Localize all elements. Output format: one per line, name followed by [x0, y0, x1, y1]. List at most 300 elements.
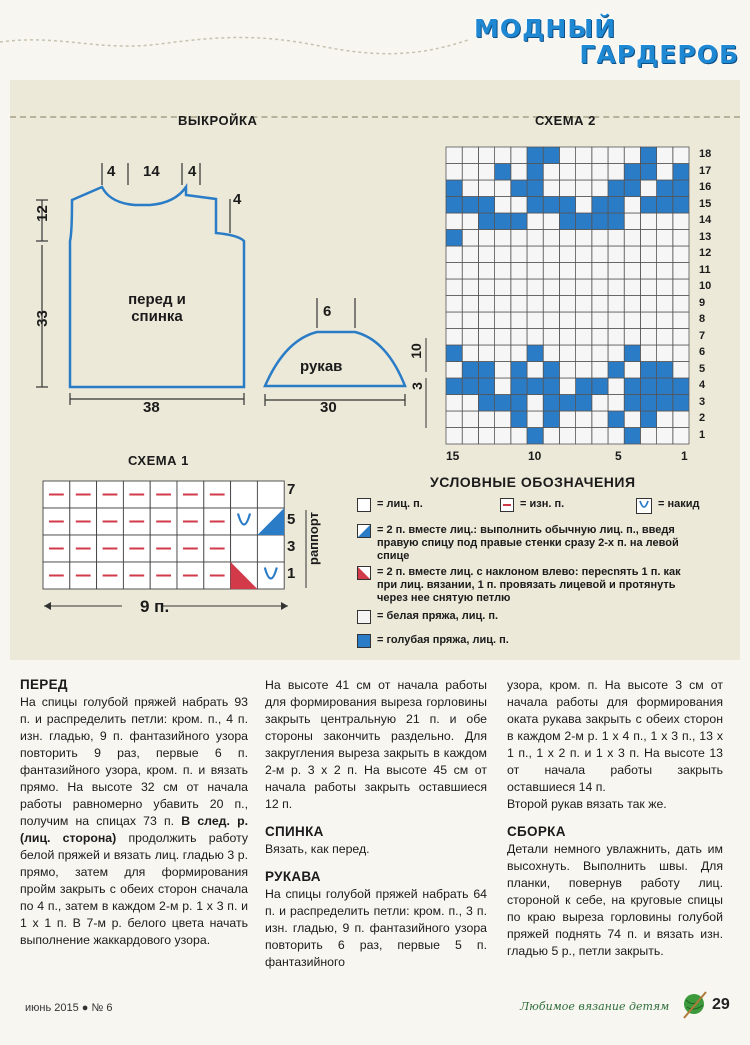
scheme2-cell: [495, 428, 511, 445]
scheme2-cell: [608, 411, 624, 428]
scheme2-cell: [511, 213, 527, 230]
scheme2-cell: [446, 263, 462, 280]
repeat-label: раппорт: [306, 512, 321, 565]
scheme2-cell: [462, 362, 478, 379]
scheme2-cell: [673, 246, 689, 263]
scheme1-cell: [257, 562, 284, 589]
scheme2-cell: [592, 230, 608, 247]
scheme2-cell: [478, 411, 494, 428]
scheme2-cell: [527, 180, 543, 197]
scheme2-cell: [511, 197, 527, 214]
scheme2-cell: [543, 312, 559, 329]
scheme2-cell: [495, 147, 511, 164]
scheme1-grid: [42, 480, 290, 600]
legend-purl-text: = изн. п.: [520, 498, 565, 510]
scheme2-cell: [495, 246, 511, 263]
scheme2-cell: [657, 164, 673, 181]
legend-white: [357, 610, 498, 624]
scheme2-cell: [478, 147, 494, 164]
scheme2-cell: [608, 362, 624, 379]
scheme2-cell: [576, 213, 592, 230]
scheme2-cell: [527, 164, 543, 181]
scheme2-cell: [462, 279, 478, 296]
scheme2-cell: [543, 428, 559, 445]
scheme2-cell: [640, 230, 656, 247]
section-title-line2: ГАРДЕРОБ: [579, 40, 739, 69]
scheme2-cell: [495, 213, 511, 230]
scheme2-cell: [543, 279, 559, 296]
scheme2-cell: [462, 411, 478, 428]
scheme2-cell: [478, 345, 494, 362]
scheme2-cell: [527, 230, 543, 247]
scheme2-row-label: 13: [699, 230, 712, 243]
scheme2-row-label: 12: [699, 247, 712, 259]
scheme2-cell: [608, 197, 624, 214]
scheme2-cell: [559, 180, 575, 197]
scheme2-cell: [592, 378, 608, 395]
scheme2-row-label: 9: [699, 296, 706, 309]
body-width-dim: 38: [143, 399, 160, 416]
scheme2-cell: [511, 180, 527, 197]
scheme2-cell: [657, 312, 673, 329]
scheme2-cell: [640, 296, 656, 313]
scheme2-cell: [478, 312, 494, 329]
scheme2-cell: [462, 197, 478, 214]
scheme2-cell: [527, 428, 543, 445]
scheme2-cell: [543, 147, 559, 164]
scheme2-cell: [511, 246, 527, 263]
scheme2-col-1: 1: [681, 449, 688, 463]
legend-knit: [357, 498, 423, 512]
scheme2-cell: [624, 378, 640, 395]
scheme2-cell: [527, 345, 543, 362]
scheme2-cell: [478, 230, 494, 247]
scheme1-row-5: 5: [287, 511, 296, 528]
scheme2-cell: [592, 411, 608, 428]
scheme1-cell: [231, 535, 258, 562]
scheme2-cell: [657, 395, 673, 412]
scheme2-cell: [608, 312, 624, 329]
scheme2-cell: [576, 428, 592, 445]
scheme2-cell: [673, 395, 689, 412]
scheme2-cell: [673, 296, 689, 313]
scheme2-cell: [527, 213, 543, 230]
scheme2-col-10: 10: [528, 449, 542, 463]
scheme2-cell: [608, 296, 624, 313]
scheme2-cell: [640, 312, 656, 329]
magazine-section-title: [470, 14, 745, 70]
scheme2-cell: [657, 246, 673, 263]
scheme2-cell: [576, 180, 592, 197]
scheme2-cell: [624, 246, 640, 263]
scheme2-cell: [657, 428, 673, 445]
scheme2-cell: [592, 180, 608, 197]
scheme2-cell: [592, 329, 608, 346]
scheme2-cell: [478, 263, 494, 280]
scheme2-title: СХЕМА 2: [535, 113, 596, 128]
knit-symbol-icon: [357, 498, 371, 512]
scheme2-cell: [673, 230, 689, 247]
scheme2-cell: [592, 164, 608, 181]
legend-title: УСЛОВНЫЕ ОБОЗНАЧЕНИЯ: [430, 474, 636, 490]
scheme2-cell: [478, 395, 494, 412]
scheme2-cell: [495, 345, 511, 362]
scheme2-cell: [462, 395, 478, 412]
scheme2-cell: [462, 263, 478, 280]
scheme2-cell: [527, 329, 543, 346]
scheme2-cell: [446, 362, 462, 379]
scheme2-cell: [527, 378, 543, 395]
scheme2-row-label: 17: [699, 164, 712, 177]
issue-info: июнь 2015 ● № 6: [25, 1002, 113, 1014]
scheme2-cell: [543, 164, 559, 181]
scheme1-cell: [257, 535, 284, 562]
scheme2-cell: [673, 164, 689, 181]
neck-mid-dim: 14: [143, 163, 160, 180]
scheme2-cell: [608, 164, 624, 181]
scheme2-cell: [462, 329, 478, 346]
scheme2-cell: [446, 246, 462, 263]
scheme2-cell: [576, 395, 592, 412]
scheme2-cell: [608, 329, 624, 346]
scheme2-cell: [559, 230, 575, 247]
scheme2-cell: [511, 147, 527, 164]
scheme2-cell: [527, 246, 543, 263]
scheme1-row-7: 7: [287, 481, 296, 498]
assembly-text: Детали немного увлажнить, дать им высохнуть. Выполнить швы. Для планки, повернув работу лиц. стороной к себе, на круговые спицы по краю выреза горловины голубой пряжей поднять 74 п. и вязать изн. гладью 5 р., петли закрыть.: [507, 842, 723, 958]
legend-yo: [636, 498, 700, 514]
scheme2-cell: [673, 147, 689, 164]
scheme2-cell: [640, 378, 656, 395]
scheme2-cell: [624, 230, 640, 247]
scheme2-cell: [559, 213, 575, 230]
scheme2-cell: [446, 378, 462, 395]
ssk-symbol-icon: [357, 566, 371, 580]
scheme2-cell: [624, 411, 640, 428]
scheme2-cell: [640, 164, 656, 181]
scheme2-cell: [446, 329, 462, 346]
scheme2-cell: [559, 428, 575, 445]
scheme2-cell: [657, 411, 673, 428]
scheme2-cell: [462, 230, 478, 247]
scheme2-side-10: 10: [407, 343, 424, 359]
scheme2-cell: [511, 428, 527, 445]
scheme2-cell: [543, 213, 559, 230]
scheme2-cell: [592, 312, 608, 329]
scheme2-cell: [511, 345, 527, 362]
scheme2-cell: [608, 345, 624, 362]
scheme2-cell: [478, 296, 494, 313]
neck-right-dim: 4: [188, 163, 197, 180]
scheme2-cell: [608, 395, 624, 412]
scheme2-cell: [543, 197, 559, 214]
scheme2-cell: [608, 213, 624, 230]
scheme2-row-label: 11: [699, 263, 711, 276]
scheme2-cell: [624, 312, 640, 329]
scheme2-cell: [673, 345, 689, 362]
scheme2-cell: [511, 362, 527, 379]
legend-yo-text: = накид: [658, 498, 700, 510]
scheme2-cell: [640, 180, 656, 197]
scheme2-cell: [576, 147, 592, 164]
scheme2-cell: [673, 329, 689, 346]
scheme2-cell: [608, 230, 624, 247]
scheme2-cell: [446, 345, 462, 362]
scheme2-cell: [559, 411, 575, 428]
scheme2-cell: [624, 180, 640, 197]
sleeve-width-dim: 30: [320, 399, 337, 416]
scheme2-row-label: 3: [699, 395, 706, 408]
column-3: [507, 677, 723, 960]
heading-sleeves: РУКАВА: [265, 869, 321, 884]
front-text-2: продолжить работу белой пряжей и вязать лиц. гладью 3 р. прямо, затем для формирования пройм закрыть с обеих сторон сначала по 4 п., затем в каждом 2-м р. 1 х 3 п. и 1 х 1 п. В 7-м р. белого цвета начать выполнение жаккардового узора.: [20, 831, 248, 947]
yarn-over-symbol-icon: [636, 498, 652, 514]
scheme2-cell: [592, 279, 608, 296]
front-text-bold: В след. р. (лиц. сторона): [20, 814, 248, 845]
scheme2-cell: [624, 395, 640, 412]
scheme2-cell: [446, 213, 462, 230]
scheme2-cell: [462, 213, 478, 230]
scheme2-cell: [673, 428, 689, 445]
scheme2-cell: [462, 312, 478, 329]
legend-ssk-text: = 2 п. вместе лиц. с наклоном влево: пересnять 1 п. как при лиц. вязании, 1 п. провязать лицевой и протянуть через нее снятую петлю: [377, 566, 681, 604]
scheme2-cell: [446, 180, 462, 197]
scheme1-title: СХЕМА 1: [128, 453, 189, 468]
scheme2-cell: [446, 428, 462, 445]
scheme2-cell: [527, 312, 543, 329]
scheme2-cell: [527, 296, 543, 313]
scheme2-cell: [624, 296, 640, 313]
scheme2-cell: [559, 345, 575, 362]
legend-blue: [357, 634, 509, 648]
scheme2-cell: [446, 395, 462, 412]
scheme2-cell: [559, 197, 575, 214]
scheme2-cell: [673, 362, 689, 379]
scheme2-cell: [640, 411, 656, 428]
scheme2-cell: [624, 345, 640, 362]
scheme1-cell: [231, 508, 258, 535]
pattern-title: ВЫКРОЙКА: [178, 113, 258, 128]
scheme2-cell: [592, 197, 608, 214]
scheme2-cell: [657, 230, 673, 247]
scheme2-row-label: 7: [699, 329, 706, 342]
white-yarn-swatch-icon: [357, 610, 371, 624]
yarn-ball-icon: [682, 990, 708, 1020]
scheme2-cell: [446, 147, 462, 164]
sleeves-text: На спицы голубой пряжей набрать 64 п. и распределить петли: кром. п., 3 п. изн. гладью, 9 п. фантазийного узора повторить 6 раз, первые 5 п. фантазийного: [265, 887, 487, 969]
scheme2-cell: [478, 180, 494, 197]
scheme2-cell: [559, 378, 575, 395]
second-sleeve: Второй рукав вязать так же.: [507, 797, 667, 811]
scheme2-cell: [576, 296, 592, 313]
scheme2-cell: [478, 164, 494, 181]
scheme2-cell: [640, 197, 656, 214]
scheme2-row-label: 8: [699, 313, 706, 325]
sleeve-top-dim: 6: [323, 303, 332, 320]
scheme2-cell: [527, 362, 543, 379]
scheme2-row-label: 2: [699, 412, 706, 424]
scheme2-cell: [608, 378, 624, 395]
scheme2-cell: [640, 395, 656, 412]
scheme2-grid: [445, 146, 695, 446]
legend-white-text: = белая пряжа, лиц. п.: [377, 610, 499, 622]
scheme2-col-5: 5: [615, 449, 622, 463]
scheme2-cell: [673, 411, 689, 428]
scheme2-cell: [576, 263, 592, 280]
scheme2-cell: [478, 279, 494, 296]
scheme2-cell: [543, 395, 559, 412]
scheme2-cell: [559, 312, 575, 329]
scheme2-cell: [673, 197, 689, 214]
scheme2-cell: [592, 428, 608, 445]
scheme2-cell: [543, 411, 559, 428]
scheme2-cell: [559, 296, 575, 313]
scheme2-cell: [446, 164, 462, 181]
scheme2-cell: [673, 279, 689, 296]
scheme2-cell: [511, 329, 527, 346]
scheme2-cell: [495, 279, 511, 296]
scheme2-cell: [559, 263, 575, 280]
scheme2-cell: [592, 263, 608, 280]
scheme2-cell: [462, 428, 478, 445]
scheme2-cell: [511, 296, 527, 313]
scheme2-cell: [657, 213, 673, 230]
scheme2-cell: [640, 329, 656, 346]
scheme2-cell: [576, 279, 592, 296]
scheme2-cell: [511, 395, 527, 412]
body-label: [117, 291, 197, 325]
scheme2-cell: [559, 329, 575, 346]
scheme2-cell: [624, 213, 640, 230]
scheme2-cell: [576, 378, 592, 395]
scheme2-cell: [446, 296, 462, 313]
scheme2-cell: [657, 279, 673, 296]
scheme2-row-label: 6: [699, 346, 706, 358]
scheme2-cell: [495, 197, 511, 214]
scheme2-cell: [478, 378, 494, 395]
scheme1-row-3: 3: [287, 538, 296, 555]
scheme2-cell: [527, 279, 543, 296]
scheme2-cell: [657, 329, 673, 346]
scheme2-cell: [608, 263, 624, 280]
scheme2-cell: [527, 147, 543, 164]
scheme2-cell: [495, 312, 511, 329]
body-height-dim: 33: [33, 310, 51, 327]
legend-blue-text: = голубая пряжа, лиц. п.: [377, 634, 509, 646]
scheme2-cell: [592, 246, 608, 263]
scheme2-cell: [446, 312, 462, 329]
scheme2-cell: [478, 197, 494, 214]
scheme2-cell: [495, 230, 511, 247]
scheme2-cell: [576, 362, 592, 379]
scheme2-cell: [673, 378, 689, 395]
scheme2-cell: [462, 180, 478, 197]
scheme2-cell: [462, 147, 478, 164]
yarn-decoration: [0, 30, 470, 60]
scheme2-cell: [640, 246, 656, 263]
scheme2-cell: [543, 263, 559, 280]
scheme2-cell: [608, 180, 624, 197]
scheme2-cell: [478, 362, 494, 379]
scheme2-cell: [495, 362, 511, 379]
scheme2-cell: [511, 279, 527, 296]
scheme2-cell: [478, 246, 494, 263]
scheme2-cell: [511, 263, 527, 280]
scheme2-cell: [511, 230, 527, 247]
scheme1-width: 9 п.: [140, 597, 170, 616]
scheme2-side-3: 3: [408, 382, 425, 390]
scheme2-cell: [592, 345, 608, 362]
scheme2-cell: [657, 378, 673, 395]
scheme2-cell: [462, 345, 478, 362]
scheme2-cell: [543, 180, 559, 197]
scheme2-cell: [624, 197, 640, 214]
scheme2-cell: [640, 345, 656, 362]
body-label-line1: перед и: [128, 291, 186, 308]
scheme2-row-label: 10: [699, 280, 712, 292]
scheme2-row-label: 5: [699, 362, 706, 375]
scheme2-cell: [462, 164, 478, 181]
legend-knit-text: = лиц. п.: [377, 498, 423, 510]
scheme2-cell: [527, 197, 543, 214]
scheme2-cell: [559, 246, 575, 263]
scheme2-cell: [559, 395, 575, 412]
scheme2-cell: [576, 312, 592, 329]
column-1: [20, 672, 248, 949]
scheme2-cell: [495, 395, 511, 412]
scheme2-cell: [657, 180, 673, 197]
scheme2-cell: [624, 329, 640, 346]
scheme2-row-label: 18: [699, 148, 712, 160]
scheme2-cell: [592, 296, 608, 313]
scheme2-cell: [592, 362, 608, 379]
scheme2-cell: [446, 411, 462, 428]
scheme2-cell: [592, 213, 608, 230]
scheme2-cell: [592, 147, 608, 164]
sleeves-continued: узора, кром. п. На высоте 3 см от начала работы для формирования оката рукава закрыть с обеих сторон в каждом 2-м р. 1 х 4 п., 1 х 3 п., 13 х 1 п., 1 х 2 п. и 1 х 3 п. На высоте 13 от начала работы закрыть оставшиеся 14 п.: [507, 678, 723, 794]
scheme2-cell: [576, 164, 592, 181]
scheme2-cell: [478, 213, 494, 230]
scheme2-cell: [543, 345, 559, 362]
scheme2-cell: [624, 279, 640, 296]
heading-back: СПИНКА: [265, 824, 324, 839]
scheme2-cell: [624, 147, 640, 164]
scheme2-cell: [495, 164, 511, 181]
scheme2-cell: [495, 263, 511, 280]
scheme1-cell: [231, 481, 258, 508]
scheme2-cell: [673, 263, 689, 280]
back-text: Вязать, как перед.: [265, 842, 370, 856]
scheme2-cell: [624, 428, 640, 445]
heading-front: ПЕРЕД: [20, 677, 68, 692]
magazine-brand: Любимое вязание детям: [520, 1000, 670, 1013]
scheme2-cell: [478, 428, 494, 445]
scheme2-cell: [559, 164, 575, 181]
scheme2-cell: [543, 246, 559, 263]
heading-assembly: СБОРКА: [507, 824, 566, 839]
scheme2-cell: [462, 378, 478, 395]
scheme2-cell: [640, 263, 656, 280]
scheme2-cell: [576, 411, 592, 428]
column-2: [265, 677, 487, 971]
scheme2-cell: [640, 147, 656, 164]
scheme2-cell: [462, 246, 478, 263]
scheme2-cell: [657, 345, 673, 362]
scheme2-cell: [543, 230, 559, 247]
scheme2-cell: [543, 329, 559, 346]
page-number: 29: [712, 996, 730, 1013]
scheme2-cell: [495, 329, 511, 346]
